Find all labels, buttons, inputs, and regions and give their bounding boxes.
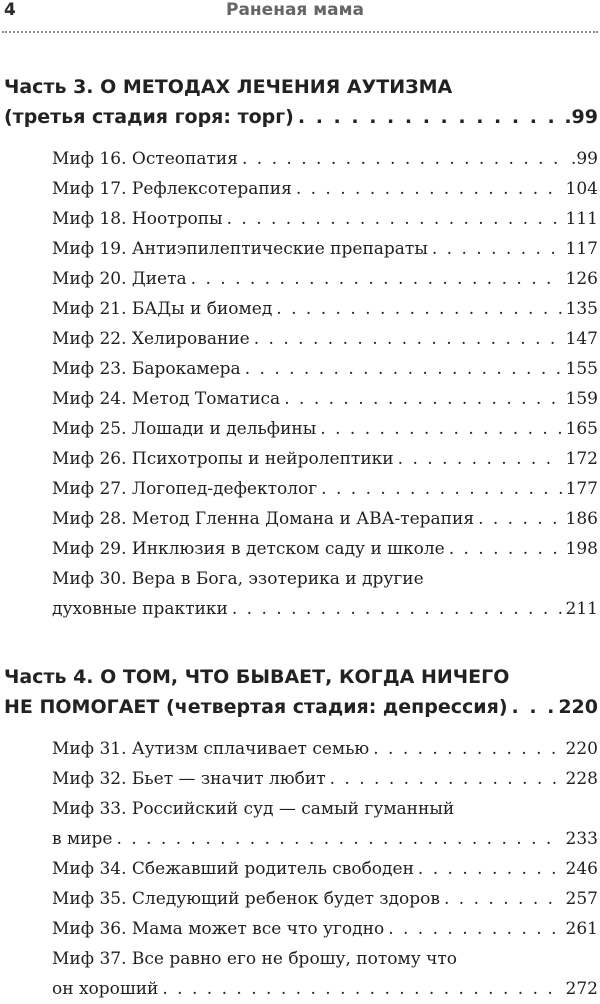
part-4-subtitle: (четвертая стадия: депрессия) (165, 696, 508, 718)
entry-title: Миф 19. Антиэпилептические препараты (52, 239, 428, 259)
toc-entry (52, 324, 598, 354)
entry-page: 155 (565, 359, 598, 379)
dot-leader (432, 234, 562, 264)
page-number: 4 (4, 0, 16, 20)
toc-entry (52, 144, 598, 174)
entry-title: Миф 24. Метод Томатиса (52, 389, 281, 409)
entry-page: 257 (565, 889, 598, 909)
entry-page: 177 (565, 479, 598, 499)
part-4-entries (52, 734, 598, 1004)
dot-leader (398, 444, 562, 474)
toc-entry (52, 854, 598, 884)
entry-title: Миф 36. Мама может все что угодно (52, 919, 385, 939)
toc-entry (52, 174, 598, 204)
entry-title: Миф 20. Диета (52, 269, 187, 289)
dot-leader (191, 264, 562, 294)
toc-entry (52, 294, 598, 324)
entry-title: Миф 27. Логопед-дефектолог (52, 479, 318, 499)
dot-leader (449, 534, 562, 564)
toc-entry (52, 234, 598, 264)
entry-page: 117 (565, 239, 598, 259)
entry-title: Миф 25. Лошади и дельфины (52, 419, 317, 439)
entry-title: Миф 17. Рефлексотерапия (52, 179, 292, 199)
entry-page: 233 (565, 829, 598, 849)
entry-title-cont: в мире (52, 829, 113, 849)
part-4-heading (4, 662, 598, 722)
toc-entry (52, 944, 598, 1004)
entry-page: 198 (565, 539, 598, 559)
part-4-title-cont: НЕ ПОМОГАЕТ (4, 696, 160, 718)
entry-page: 228 (565, 769, 598, 789)
entry-page: 147 (565, 329, 598, 349)
toc-entry (52, 734, 598, 764)
part-4-page: 220 (558, 696, 598, 718)
toc-entry (52, 474, 598, 504)
entry-title: Миф 33. Российский суд — самый гуманный (52, 799, 455, 819)
dot-leader (296, 174, 562, 204)
entry-title: Миф 37. Все равно его не брошу, потому что (52, 949, 458, 969)
dot-leader (284, 384, 561, 414)
toc-entry (52, 564, 598, 624)
entry-title: Миф 34. Сбежавший родитель свободен (52, 859, 414, 879)
part-3-title: Часть 3. О МЕТОДАХ ЛЕЧЕНИЯ АУТИЗМА (4, 76, 453, 98)
dot-leader (298, 102, 560, 132)
entry-title: Миф 31. Аутизм сплачивает семью (52, 739, 370, 759)
entry-page: 165 (565, 419, 598, 439)
entry-page: 186 (565, 509, 598, 529)
dot-leader (444, 884, 562, 914)
entry-title: Миф 29. Инклюзия в детском саду и школе (52, 539, 445, 559)
entry-title: Миф 16. Остеопатия (52, 149, 238, 169)
dot-leader (418, 854, 562, 884)
entry-title: Миф 22. Хелирование (52, 329, 250, 349)
dot-leader (245, 354, 562, 384)
toc-entry (52, 914, 598, 944)
dot-leader (512, 692, 555, 722)
part-3-heading (4, 72, 598, 132)
entry-page: 220 (565, 739, 598, 759)
dot-leader (373, 734, 561, 764)
dot-leader (321, 474, 561, 504)
entry-title: Миф 30. Вера в Бога, эзотерика и другие (52, 569, 424, 589)
entry-page: 135 (565, 299, 598, 319)
dot-leader (320, 414, 561, 444)
entry-page: 126 (565, 269, 598, 289)
dot-leader (242, 144, 567, 174)
entry-title: Миф 18. Ноотропы (52, 209, 223, 229)
toc-entry (52, 794, 598, 854)
toc-entry (52, 884, 598, 914)
toc-entry (52, 764, 598, 794)
entry-page: 111 (565, 209, 598, 229)
toc-entry (52, 204, 598, 234)
dot-leader (227, 204, 562, 234)
part-3-entries (52, 144, 598, 624)
entry-page: 172 (565, 449, 598, 469)
entry-page: 159 (565, 389, 598, 409)
dot-leader (276, 294, 561, 324)
dot-leader (330, 764, 562, 794)
book-title: Раненая мама (226, 0, 364, 20)
running-head (0, 0, 600, 28)
toc-entry (52, 414, 598, 444)
toc-entry (52, 384, 598, 414)
toc-entry (52, 504, 598, 534)
dot-leader (232, 594, 562, 624)
dot-leader (116, 824, 561, 854)
toc-entry (52, 264, 598, 294)
entry-title: Миф 23. Барокамера (52, 359, 241, 379)
dot-leader (478, 504, 561, 534)
part-3-subtitle: (третья стадия горя: торг) (4, 106, 294, 128)
toc-entry (52, 354, 598, 384)
entry-page: 104 (565, 179, 598, 199)
entry-page: .99 (570, 149, 598, 169)
entry-title-cont: он хороший (52, 979, 159, 999)
entry-page: 211 (565, 599, 598, 619)
dot-leader (254, 324, 562, 354)
toc-entry (52, 534, 598, 564)
entry-page: 261 (565, 919, 598, 939)
dot-leader (388, 914, 561, 944)
entry-title-cont: духовные практики (52, 599, 228, 619)
part-4-title: Часть 4. О ТОМ, ЧТО БЫВАЕТ, КОГДА НИЧЕГО (4, 666, 510, 688)
entry-title: Миф 28. Метод Гленна Домана и АВА-терапия (52, 509, 475, 529)
toc-entry (52, 444, 598, 474)
header-divider (2, 31, 598, 33)
entry-title: Миф 26. Психотропы и нейролептики (52, 449, 394, 469)
entry-page: 272 (565, 979, 598, 999)
part-3-page: .99 (564, 106, 598, 128)
entry-title: Миф 35. Следующий ребенок будет здоров (52, 889, 440, 909)
entry-title: Миф 21. БАДы и биомед (52, 299, 273, 319)
entry-title: Миф 32. Бьет — значит любит (52, 769, 326, 789)
entry-page: 246 (565, 859, 598, 879)
